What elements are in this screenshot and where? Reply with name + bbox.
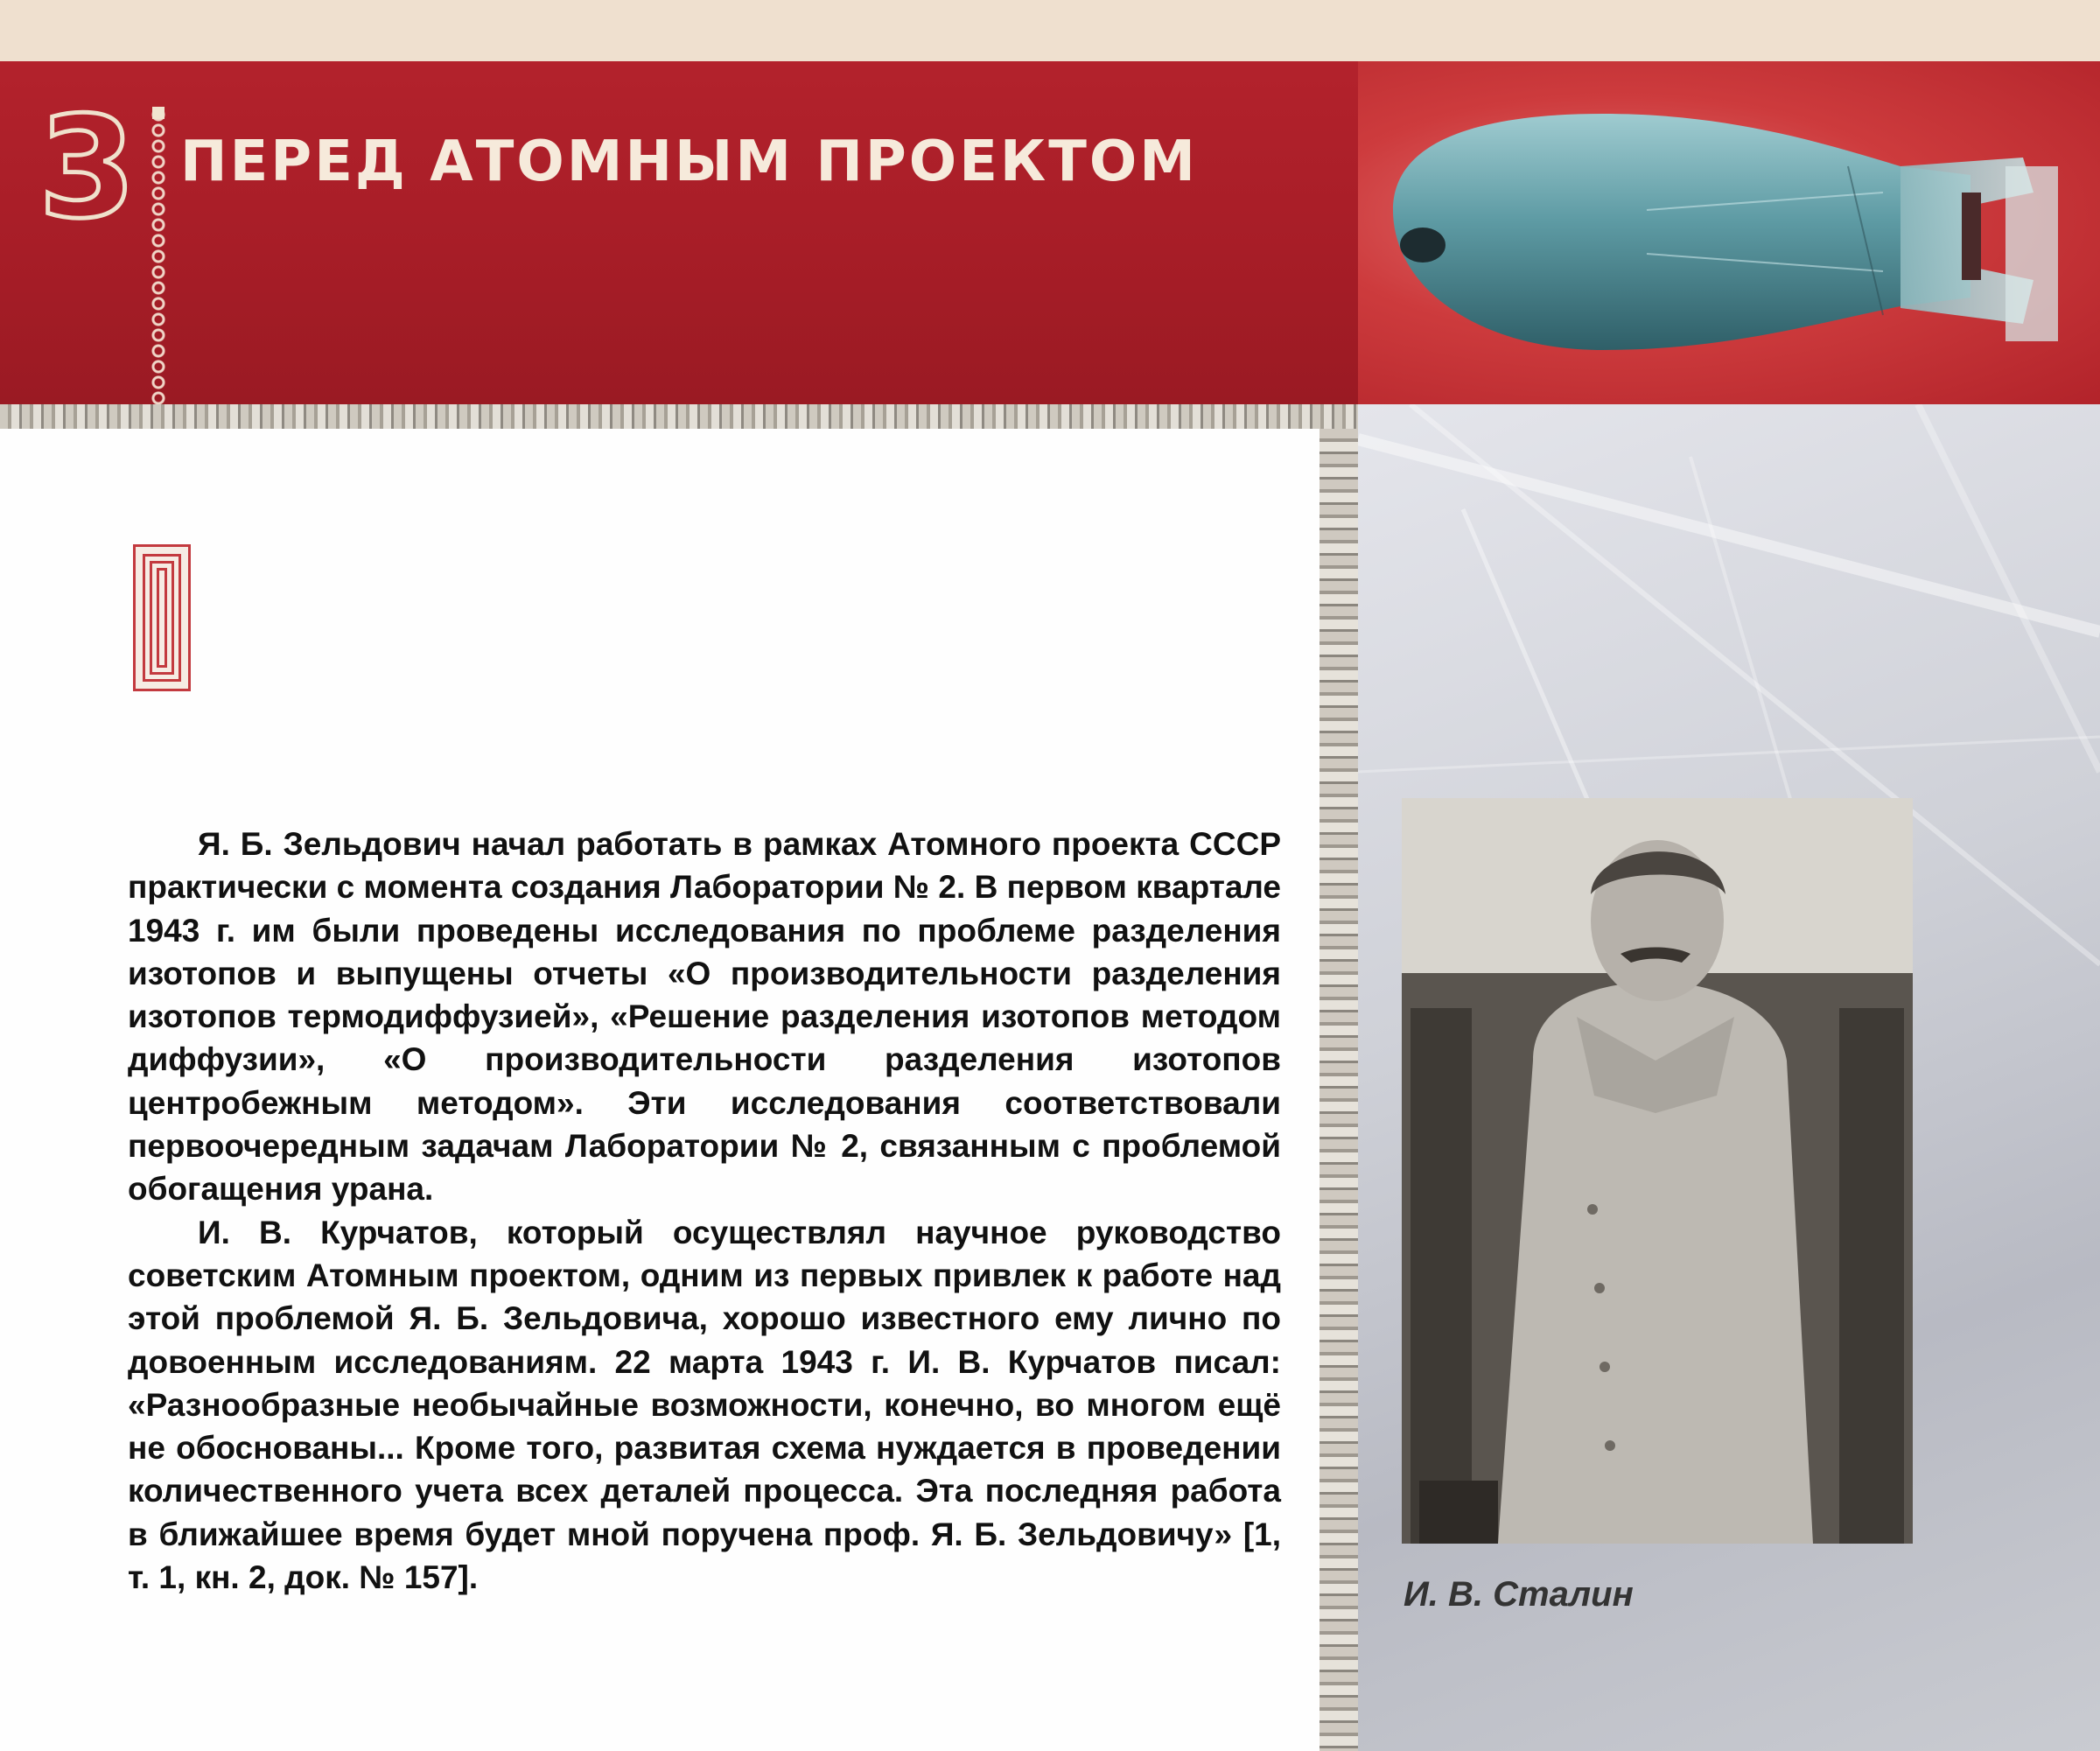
chapter-title: ПЕРЕД АТОМНЫМ ПРОЕКТОМ [180,130,1198,194]
chain-top-ornament [152,107,164,119]
chapter-number-glyph: 3 [38,86,136,249]
decorative-border-horizontal [0,404,1358,429]
person-portrait-icon [1402,798,1913,1544]
photo-caption: И. В. Сталин [1404,1575,1634,1614]
bomb-illustration [1358,61,2100,404]
top-margin-strip [0,0,2100,61]
paragraph: И. В. Курчатов, который осуществлял научное руководство советским Атомным проектом, одним из первых привлек к работе над этой проблемой Я. Б. Зельдовича, хорошо известного ему лично по довоенным исследованиям. 22 марта 1943 г. И. В. Курчатов писал: «Разнообразные необычайные возможности, конечно, во многом ещё не обоснованы... Кроме того, развитая схема нуждается в проведении количественного учета всех деталей процесса. Эта последняя работа в ближайшее время будет мной поручена проф. Я. Б. Зельдовичу» [1, т. 1, кн. 2, док. № 157]. [128,1214,1281,1596]
chapter-banner [0,61,1358,404]
portrait-photo [1402,798,1913,1544]
paragraph: Я. Б. Зельдович начал работать в рамках Атомного проекта СССР практически с момента создания Лаборатории № 2. В первом квартале 1943 г. им были проведены исследования по проблеме разделения изотопов и выпущены отчеты «О производительности разделения изотопов термодиффузией», «Решение разделения изотопов методом диффузии», «О производительности разделения изотопов центробежным методом». Эти исследования соответствовали первоочередным задачам Лаборатории № 2, связанным с проблемой обогащения урана. [128,826,1281,1208]
decorative-pendant [133,544,191,691]
bomb-icon [1358,61,2100,404]
article-body [128,823,1281,1599]
chapter-number [38,86,136,249]
decorative-border-vertical [1320,429,1358,1751]
